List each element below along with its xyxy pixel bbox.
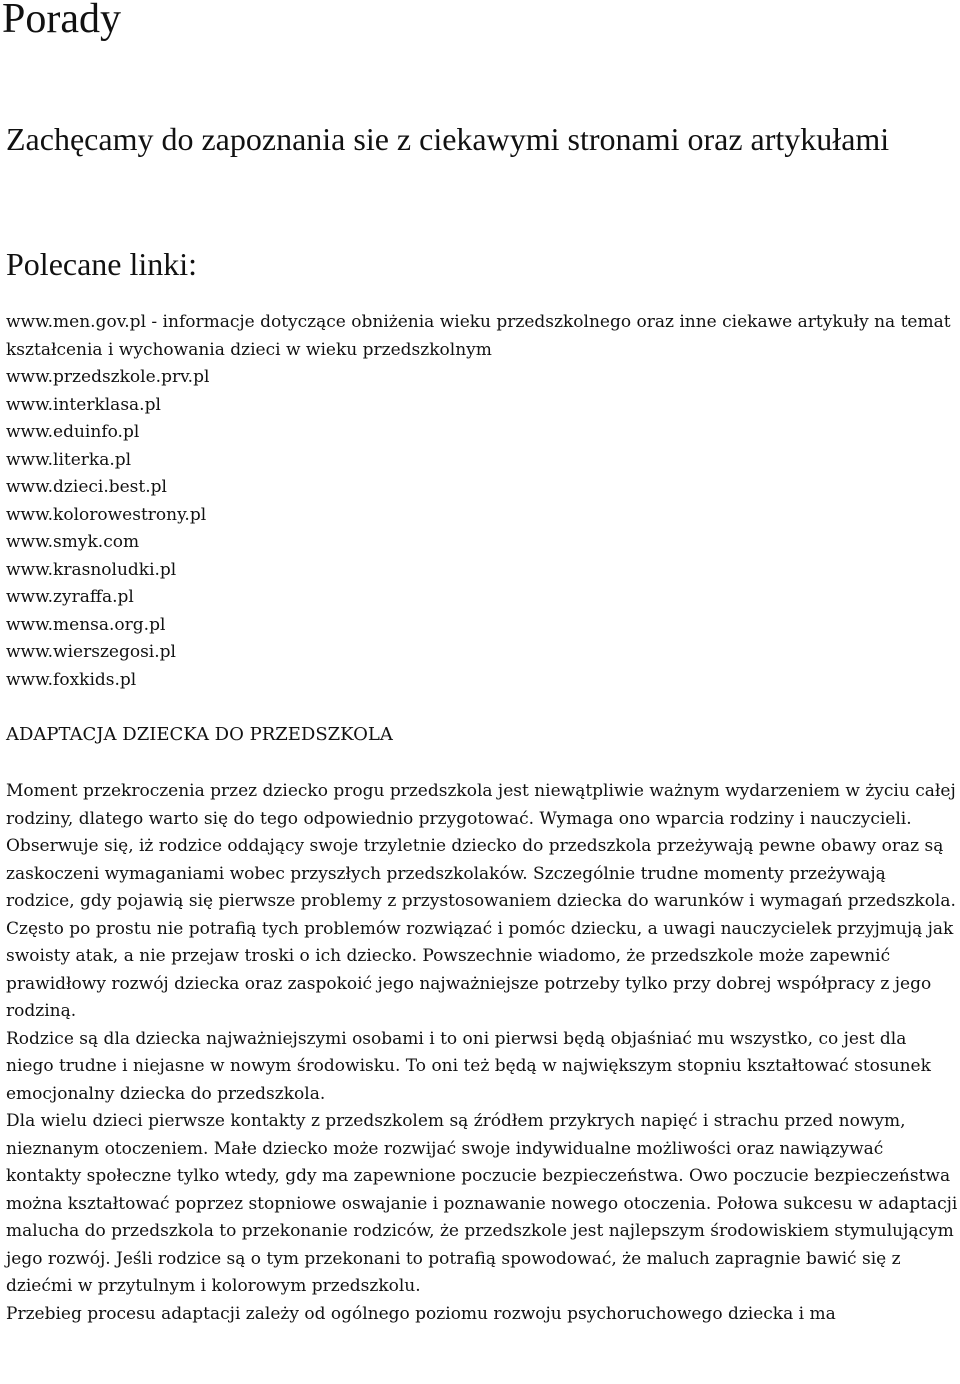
list-item	[6, 502, 958, 530]
link-item[interactable]: www.foxkids.pl	[6, 669, 137, 690]
intro-heading: Zachęcamy do zapoznania sie z ciekawymi stronami oraz artykułami	[6, 121, 890, 157]
link-item[interactable]: www.interklasa.pl	[6, 394, 161, 415]
link-item[interactable]: www.przedszkole.prv.pl	[6, 367, 210, 387]
list-item	[6, 557, 958, 585]
men-gov-link-description[interactable]: www.men.gov.pl - informacje dotyczące obniżenia wieku przedszkolnego oraz inne ciekawe artykuły na temat kształcenia i wychowania dzieci w wieku przedszkolnym	[6, 312, 956, 360]
links-list	[6, 364, 958, 694]
list-item	[6, 364, 958, 392]
page-title: Porady	[2, 0, 121, 42]
list-item	[6, 419, 958, 447]
article-paragraph: Dla wielu dzieci pierwsze kontakty z przedszkolem są źródłem przykrych napięć i strachu przed nowym, nieznanym otoczeniem. Małe dziecko może rozwijać swoje indywidualne możliwości oraz nawiązywać kontakty społeczne tylko wtedy, gdy ma zapewnione poczucie bezpieczeństwa. Owo poczucie bezpieczeństwa można kształtować poprzez stopniowe oswajanie i poznawanie nowego otoczenia. Połowa sukcesu w adaptacji malucha do przedszkola to przekonanie rodziców, że przedszkole jest najlepszym środowiskiem stymulującym jego rozwój. Jeśli rodzice są o tym przekonani to potrafią spowodować, że maluch zapragnie bawić się z dziećmi w przytulnym i kolorowym przedszkolu.	[6, 1111, 958, 1296]
list-item	[6, 667, 958, 695]
link-item[interactable]: www.wierszegosi.pl	[6, 642, 176, 662]
article-body	[6, 778, 958, 1328]
article-heading: ADAPTACJA DZIECKA DO PRZEDSZKOLA	[6, 724, 393, 745]
article-paragraph: Rodzice są dla dziecka najważniejszymi osobami i to oni pierwsi będą objaśniać mu wszystko, co jest dla niego trudne i niejasne w nowym środowisku. To oni też będą w największym stopniu kształtować stosunek emocjonalny dziecka do przedszkola.	[6, 1028, 931, 1104]
list-item	[6, 474, 958, 502]
link-item[interactable]: www.dzieci.best.pl	[6, 477, 167, 497]
link-item[interactable]: www.smyk.com	[6, 532, 140, 552]
list-item	[6, 584, 958, 612]
link-item[interactable]: www.zyraffa.pl	[6, 587, 134, 607]
link-item[interactable]: www.krasnoludki.pl	[6, 559, 177, 580]
link-item[interactable]: www.mensa.org.pl	[6, 614, 166, 635]
list-item	[6, 392, 958, 420]
recommended-links-section	[6, 309, 958, 694]
list-item	[6, 447, 958, 475]
recommended-links-heading: Polecane linki:	[6, 246, 198, 282]
list-item	[6, 612, 958, 640]
article-paragraph: Przebieg procesu adaptacji zależy od ogólnego poziomu rozwoju psychoruchowego dziecka i ma	[6, 1303, 836, 1324]
list-item	[6, 639, 958, 667]
list-item	[6, 529, 958, 557]
link-item[interactable]: www.kolorowestrony.pl	[6, 504, 207, 525]
link-item[interactable]: www.eduinfo.pl	[6, 422, 140, 442]
link-item[interactable]: www.literka.pl	[6, 449, 132, 470]
article-paragraph: Moment przekroczenia przez dziecko progu przedszkola jest niewątpliwie ważnym wydarzeniem w życiu całej rodziny, dlatego warto się do tego odpowiednio przygotować. Wymaga ono wparcia rodziny i nauczycieli. Obserwuje się, iż rodzice oddający swoje trzyletnie dziecko do przedszkola przeżywają pewne obawy oraz są zaskoczeni wymaganiami wobec przyszłych przedszkolaków. Szczególnie trudne momenty przeżywają rodzice, gdy pojawią się pierwsze problemy z przystosowaniem dziecka do warunków i wymagań przedszkola. Często po prostu nie potrafią tych problemów rozwiązać i pomóc dziecku, a uwagi nauczycielek przyjmują jak swoisty atak, a nie przejaw troski o ich dziecko. Powszechnie wiadomo, że przedszkole może zapewnić prawidłowy rozwój dziecka oraz zaspokoić jego najważniejsze potrzeby tylko przy dobrej współpracy z jego rodziną.	[6, 781, 956, 1021]
